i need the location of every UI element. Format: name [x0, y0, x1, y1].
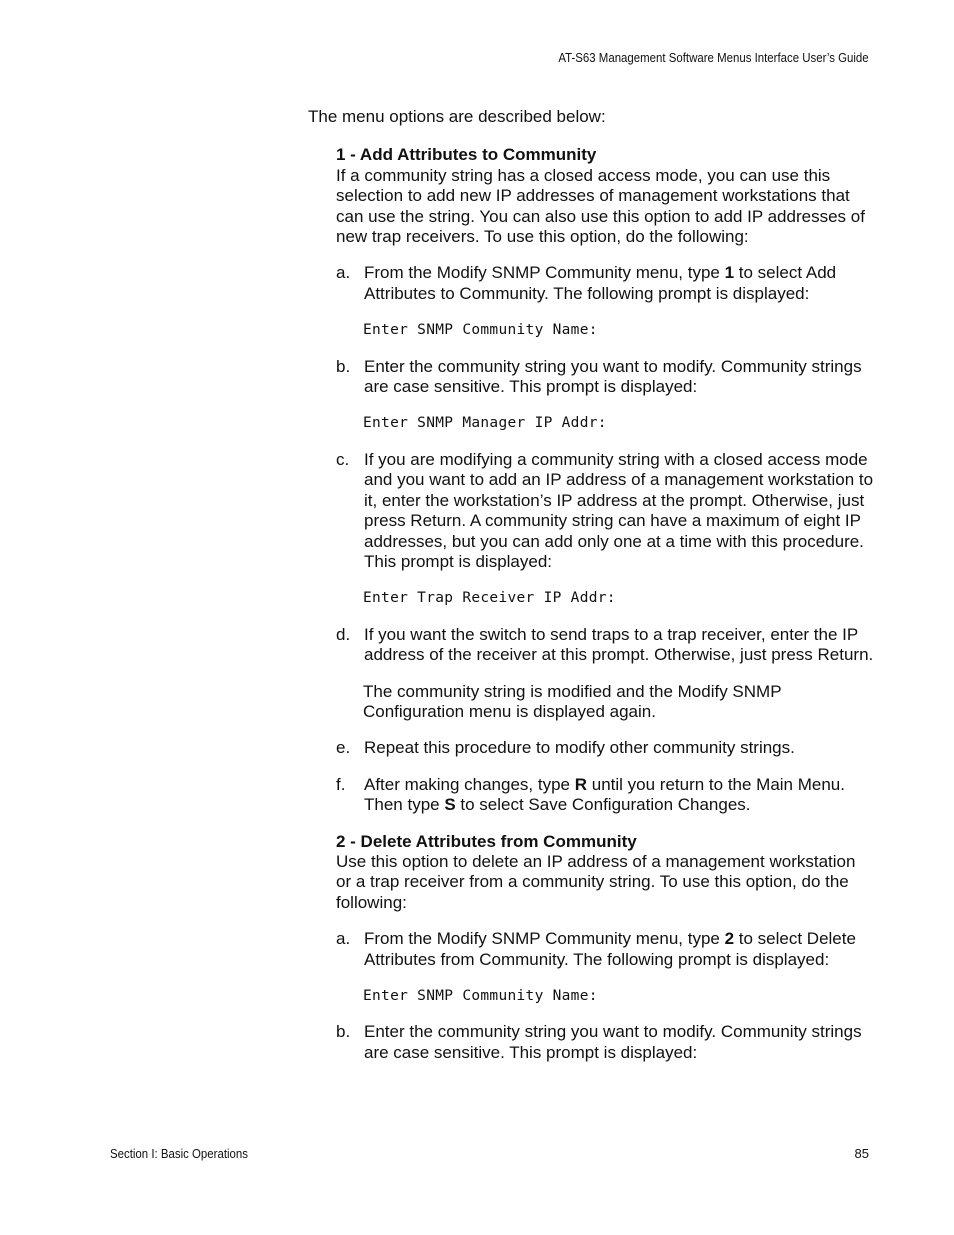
step-item: [336, 738, 874, 758]
step-text: Repeat this procedure to modify other community strings.: [364, 738, 795, 758]
footer-section: Section I: Basic Operations: [110, 1146, 248, 1161]
section-delete-attributes: [336, 832, 874, 1064]
step-item: [336, 263, 874, 304]
step-text: From the Modify SNMP Community menu, type: [364, 929, 725, 949]
step-item: [336, 357, 874, 398]
key-label: 1: [724, 263, 735, 283]
step-text: From the Modify SNMP Community menu, type: [364, 263, 725, 283]
step-item: [336, 625, 874, 666]
step-text: If you want the switch to send traps to a trap receiver, enter the IP address of the receiver at this prompt. Otherwise, just press Return.: [364, 624, 874, 665]
step-text: If you are modifying a community string with a closed access mode and you want to add an IP address of a management workstation to it, enter the workstation’s IP address at the prompt. Otherwise, just press Return. A community string can have a maximum of eight IP addresses, but you can add only one at a time with this procedure. This prompt is displayed:: [364, 449, 874, 571]
code-prompt: Enter SNMP Community Name:: [363, 988, 598, 1004]
key-label: S: [444, 795, 456, 815]
code-prompt: Enter SNMP Manager IP Addr:: [363, 415, 607, 432]
step-text: to select Save Configuration Changes.: [455, 795, 751, 815]
code-prompt: Enter SNMP Community Name:: [363, 322, 598, 339]
step-letter: e.: [336, 738, 351, 758]
step-text: to select Delete Attributes from Community. The following prompt is displayed:: [364, 929, 856, 969]
step-letter: d.: [336, 624, 351, 644]
step-item: [336, 929, 874, 970]
section-add-attributes: [336, 145, 874, 815]
page-number: 85: [854, 1146, 869, 1161]
step-text: Enter the community string you want to modify. Community strings are case sensitive. This prompt is displayed:: [364, 1022, 862, 1062]
section-body: If a community string has a closed access mode, you can use this selection to add new IP addresses of management workstations that can use the string. You can also use this option to add IP addresses of new trap receivers. To use this option, do the following:: [336, 165, 865, 247]
running-header: AT-S63 Management Software Menus Interface User’s Guide: [558, 50, 869, 65]
step-letter: f.: [336, 774, 346, 794]
step-text: to select Add Attributes to Community. The following prompt is displayed:: [364, 263, 837, 303]
step-letter: a.: [336, 263, 351, 283]
step-text: After making changes, type: [364, 774, 575, 794]
step-text: until you return to the Main Menu. Then type: [364, 774, 845, 815]
section-heading: 1 - Add Attributes to Community: [336, 145, 597, 165]
step-note: The community string is modified and the Modify SNMP Configuration menu is displayed again.: [363, 681, 782, 721]
key-label: R: [574, 774, 588, 794]
page-content: [308, 107, 874, 1079]
section-body: Use this option to delete an IP address of a management workstation or a trap receiver from a community string. To use this option, do the following:: [336, 851, 856, 912]
step-text: Enter the community string you want to modify. Community strings are case sensitive. This prompt is displayed:: [364, 356, 862, 397]
step-letter: a.: [336, 929, 351, 949]
key-label: 2: [724, 929, 735, 949]
section-heading: 2 - Delete Attributes from Community: [336, 831, 637, 851]
step-letter: c.: [336, 449, 350, 469]
step-item: [336, 775, 874, 816]
step-letter: b.: [336, 356, 351, 376]
step-item: [336, 450, 874, 572]
intro-text: The menu options are described below:: [308, 107, 606, 126]
step-item: [336, 1022, 874, 1063]
code-prompt: Enter Trap Receiver IP Addr:: [363, 590, 616, 607]
step-letter: b.: [336, 1022, 351, 1042]
